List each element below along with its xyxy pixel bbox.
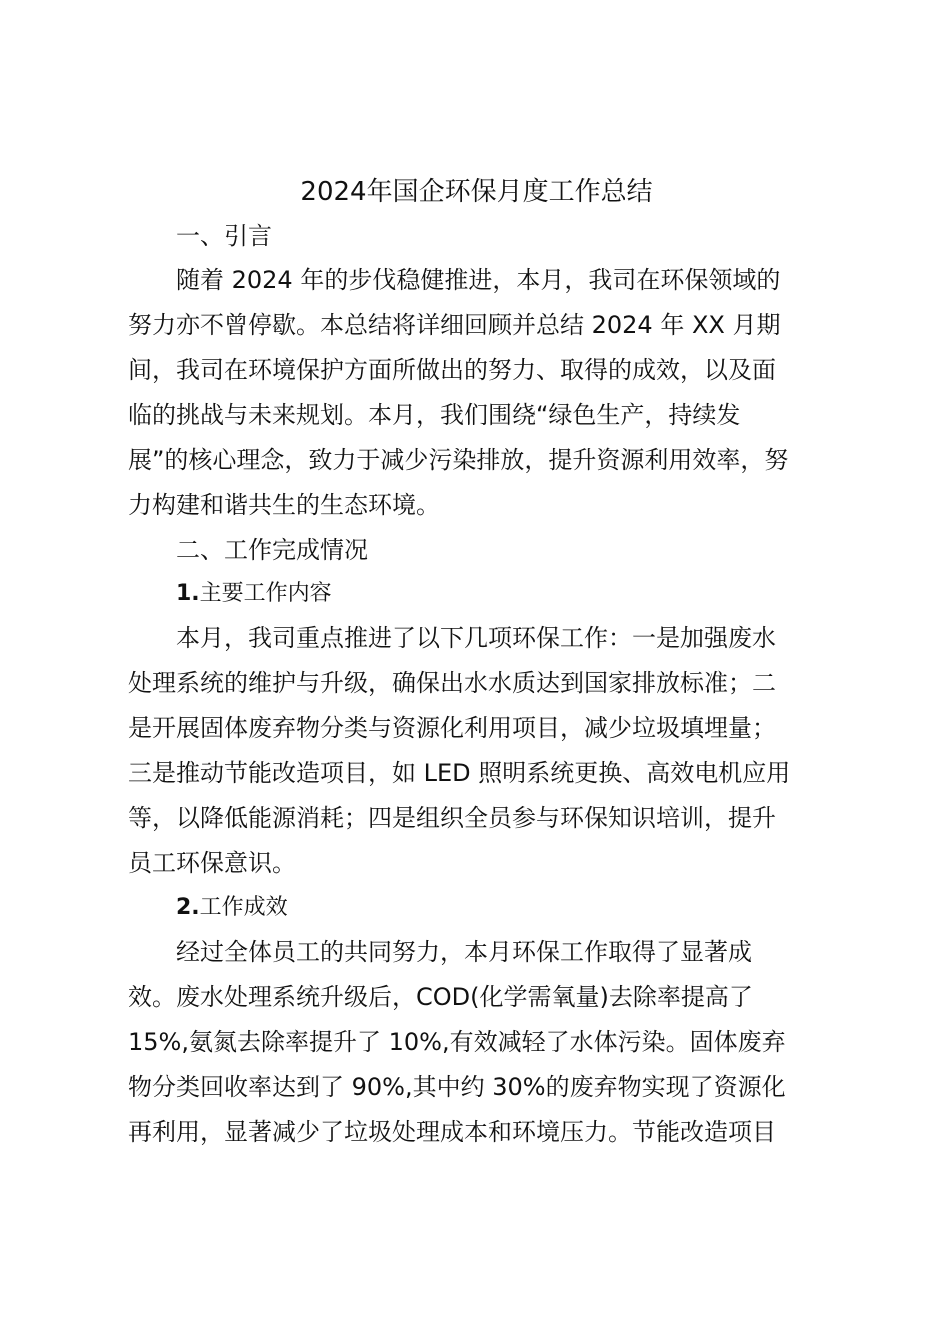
paragraph-line: 物分类回收率达到了 90%,其中约 30%的废弃物实现了资源化: [128, 1073, 786, 1101]
document-title: 2024年国企环保月度工作总结: [300, 177, 653, 207]
results-paragraph: [128, 930, 833, 1155]
paragraph-line: 三是推动节能改造项目，如 LED 照明系统更换、高效电机应用: [128, 759, 791, 787]
paragraph-line: 展”的核心理念，致力于减少污染排放，提升资源利用效率，努: [128, 446, 789, 474]
introduction-paragraph: [128, 258, 833, 528]
paragraph-line: 力构建和谐共生的生态环境。: [128, 491, 440, 519]
section-heading-introduction: 一、引言: [176, 222, 272, 250]
paragraph-line: 是开展固体废弃物分类与资源化利用项目，减少垃圾填埋量；: [128, 714, 776, 742]
paragraph-line: 处理系统的维护与升级，确保出水水质达到国家排放标准；二: [128, 669, 776, 697]
paragraph-line: 等，以降低能源消耗；四是组织全员参与环保知识培训，提升: [128, 804, 776, 832]
section-heading-work-completion: 二、工作完成情况: [176, 536, 368, 564]
paragraph-line: 临的挑战与未来规划。本月，我们围绕“绿色生产，持续发: [128, 401, 741, 429]
paragraph-line: 努力亦不曾停歇。本总结将详细回顾并总结 2024 年 XX 月期: [128, 311, 781, 339]
subsection-label: 工作成效: [199, 895, 288, 920]
subsection-number: 2.: [176, 895, 200, 920]
paragraph-line: 间，我司在环境保护方面所做出的努力、取得的成效，以及面: [128, 356, 776, 384]
paragraph-line: 本月，我司重点推进了以下几项环保工作：一是加强废水: [176, 624, 776, 652]
subsection-label: 主要工作内容: [199, 581, 332, 606]
paragraph-line: 再利用，显著减少了垃圾处理成本和环境压力。节能改造项目: [128, 1118, 776, 1146]
subsection-number: 1.: [176, 581, 200, 606]
paragraph-line: 经过全体员工的共同努力，本月环保工作取得了显著成: [176, 938, 752, 966]
paragraph-line: 15%,氨氮去除率提升了 10%,有效减轻了水体污染。固体废弃: [128, 1028, 786, 1056]
paragraph-line: 员工环保意识。: [128, 849, 296, 877]
main-work-paragraph: [128, 616, 833, 886]
paragraph-line: 效。废水处理系统升级后，COD(化学需氧量)去除率提高了: [128, 983, 753, 1011]
subsection-heading-main-work: [128, 572, 833, 616]
subsection-heading-results: [128, 886, 833, 930]
paragraph-line: 随着 2024 年的步伐稳健推进，本月，我司在环保领域的: [176, 266, 781, 294]
document-body: [128, 170, 833, 1155]
